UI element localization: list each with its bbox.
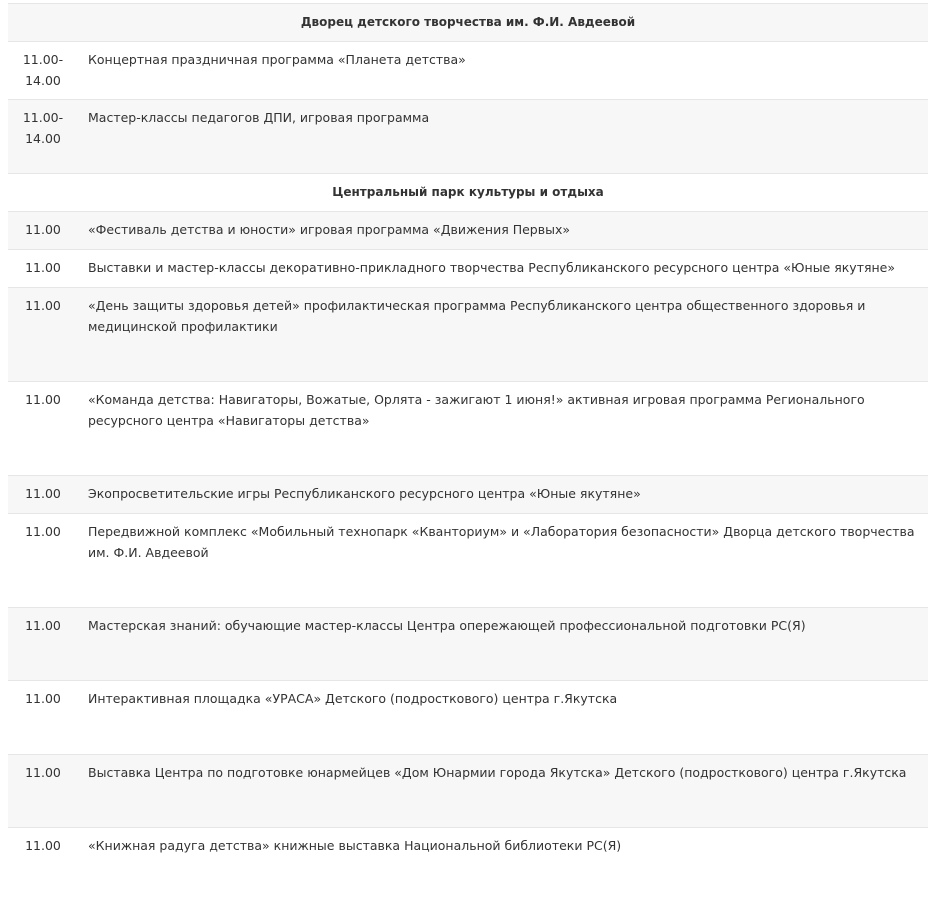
section-title: Центральный парк культуры и отдыха — [332, 185, 604, 199]
event-time: 11.00 — [25, 524, 61, 539]
table-row — [8, 514, 928, 608]
table-row — [8, 681, 928, 755]
event-time: 11.00 — [25, 298, 61, 313]
event-time: 11.00 — [25, 838, 61, 853]
table-row — [8, 212, 928, 250]
event-time: 11.00 — [25, 222, 61, 237]
table-row — [8, 608, 928, 681]
event-time: 11.00 — [25, 486, 61, 501]
event-description: Мастер-классы педагогов ДПИ, игровая программа — [88, 110, 430, 125]
event-description: Выставка Центра по подготовке юнармейцев «Дом Юнармии города Якутска» Детского (подросткового) центра г.Якутска — [88, 765, 907, 780]
event-description: Передвижной комплекс «Мобильный технопарк «Кванториум» и «Лаборатория безопасности» Дворца детского творчества им. Ф.И. Авдеевой — [88, 524, 915, 560]
event-time: 11.00 — [25, 618, 61, 633]
section-title: Дворец детского творчества им. Ф.И. Авдеевой — [300, 15, 636, 29]
event-description: «Команда детства: Навигаторы, Вожатые, Орлята - зажигают 1 июня!» активная игровая программа Регионального ресурсного центра «Навигаторы детства» — [88, 392, 865, 428]
event-description: «День защиты здоровья детей» профилактическая программа Республиканского центра общественного здоровья и медицинской профилактики — [88, 298, 866, 334]
event-description: Интерактивная площадка «УРАСА» Детского (подросткового) центра г.Якутска — [88, 691, 618, 706]
table-row — [8, 382, 928, 476]
event-time: 11.00 — [25, 691, 61, 706]
event-description: «Книжная радуга детства» книжные выставка Национальной библиотеки РС(Я) — [88, 838, 622, 853]
table-row — [8, 42, 928, 100]
event-time: 11.00 — [25, 765, 61, 780]
table-row — [8, 100, 928, 174]
table-row — [8, 288, 928, 382]
event-description: Выставки и мастер-классы декоративно-прикладного творчества Республиканского ресурсного центра «Юные якутяне» — [88, 260, 896, 275]
event-description: Мастерская знаний: обучающие мастер-классы Центра опережающей профессиональной подготовки РС(Я) — [88, 618, 806, 633]
table-row — [8, 476, 928, 514]
schedule-table — [8, 3, 928, 902]
table-row — [8, 828, 928, 902]
event-time: 11.00- 14.00 — [22, 110, 64, 146]
table-row — [8, 250, 928, 288]
event-description: Концертная праздничная программа «Планета детства» — [88, 52, 466, 67]
event-description: Экопросветительские игры Республиканского ресурсного центра «Юные якутяне» — [88, 486, 641, 501]
section-header — [8, 174, 928, 212]
table-row — [8, 755, 928, 828]
event-time: 11.00 — [25, 392, 61, 407]
event-time: 11.00 — [25, 260, 61, 275]
event-description: «Фестиваль детства и юности» игровая программа «Движения Первых» — [88, 222, 570, 237]
event-time: 11.00- 14.00 — [22, 52, 64, 88]
section-header — [8, 4, 928, 42]
